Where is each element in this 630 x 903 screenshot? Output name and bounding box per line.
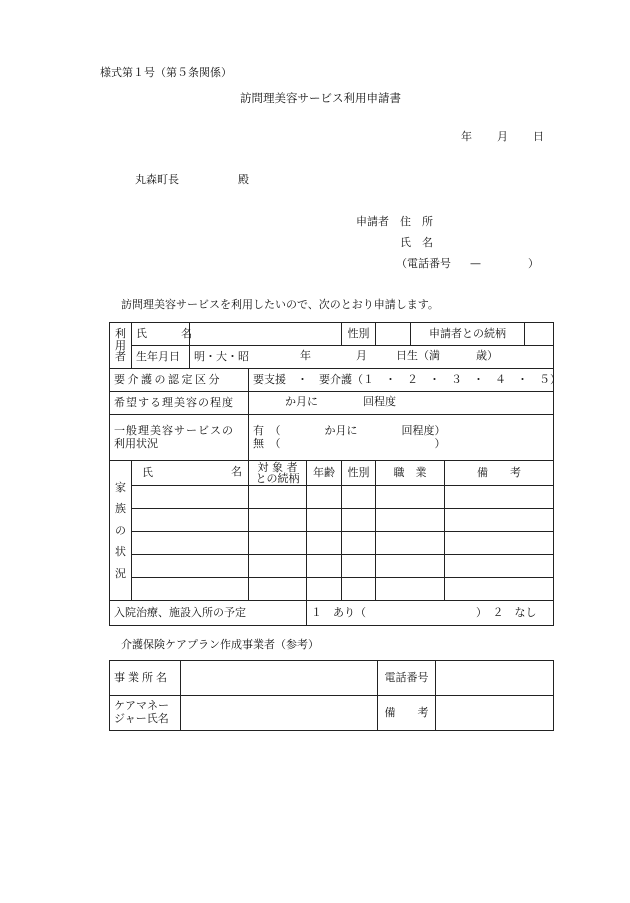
addressee-name: 丸森町長 [135, 173, 179, 186]
family-cell[interactable] [249, 532, 307, 555]
birth-age-close: 歳） [476, 349, 498, 362]
careplan-note-label: 備 考 [378, 696, 436, 731]
family-cell[interactable] [342, 578, 376, 601]
application-table [109, 322, 561, 626]
family-cell[interactable] [376, 509, 445, 532]
family-gender-header: 性別 [342, 461, 376, 486]
family-row [110, 532, 554, 555]
user-label [110, 323, 132, 369]
family-label-char: 族 [115, 502, 126, 516]
date-month: 月 [497, 130, 508, 143]
general-field[interactable] [249, 415, 554, 461]
general-no: 無 （ ） [253, 436, 446, 450]
family-name-header-2: 名 [231, 465, 242, 478]
care-manager-label-1: ケアマネー [114, 699, 169, 713]
family-cell[interactable] [307, 532, 342, 555]
office-phone-field[interactable] [436, 661, 554, 696]
birth-day-age: 日生（満 [396, 349, 440, 362]
hospital-label: 入院治療、施設入所の予定 [110, 601, 307, 626]
family-cell[interactable] [307, 555, 342, 578]
hospital-value[interactable]: １ あり（ ） ２ なし [307, 601, 554, 626]
user-label-text: 利用者 [115, 327, 126, 364]
family-row [110, 578, 554, 601]
applicant-address-label: 住 所 [400, 215, 433, 228]
birth-year: 年 [300, 349, 311, 362]
care-manager-label-2: ジャー氏名 [114, 712, 169, 725]
family-note-header: 備 考 [445, 461, 554, 486]
family-cell[interactable] [307, 486, 342, 509]
form-title: 訪問理美容サービス利用申請書 [240, 91, 401, 105]
family-cell[interactable] [342, 555, 376, 578]
family-cell[interactable] [445, 578, 554, 601]
office-name-label: 事業所名 [110, 661, 181, 696]
date-day: 日 [533, 130, 544, 143]
desired-label: 希望する理美容の程度 [110, 392, 249, 415]
family-cell[interactable] [249, 555, 307, 578]
family-label-char: 状 [115, 545, 126, 559]
family-age-header: 年齢 [307, 461, 342, 486]
family-cell[interactable] [342, 509, 376, 532]
family-cell[interactable] [376, 555, 445, 578]
desired-times: 回程度 [363, 395, 396, 408]
desired-field[interactable] [249, 392, 554, 415]
birth-month: 月 [356, 349, 367, 362]
family-label-char: の [115, 523, 126, 537]
family-row [110, 486, 554, 509]
family-name-header [132, 461, 249, 486]
careplan-title: 介護保険ケアプラン作成事業者（参考） [121, 638, 319, 651]
general-yes: 有 （ か月に 回程度） [253, 423, 446, 437]
family-cell[interactable] [249, 486, 307, 509]
family-cell[interactable] [445, 555, 554, 578]
applicant-phone-label: （電話番号 [396, 257, 451, 270]
careplan-table [109, 660, 554, 731]
family-job-header: 職 業 [376, 461, 445, 486]
careplan-note-field[interactable] [436, 696, 554, 731]
family-row [110, 509, 554, 532]
family-label-char: 家 [115, 480, 126, 494]
family-cell[interactable] [132, 555, 249, 578]
family-cell[interactable] [445, 509, 554, 532]
office-phone-label: 電話番号 [378, 661, 436, 696]
family-relation-header-2: との続柄 [255, 472, 300, 485]
name-label: 氏 名 [132, 323, 190, 346]
family-cell[interactable] [307, 578, 342, 601]
family-cell[interactable] [376, 578, 445, 601]
applicant-phone-dash: — [470, 257, 481, 270]
office-name-field[interactable] [181, 661, 378, 696]
applicant-phone-close: ） [528, 257, 539, 270]
care-level-value[interactable]: 要支援 ・ 要介護（１ ・ ２ ・ ３ ・ ４ ・ ５） [249, 369, 554, 392]
addressee-honorific: 殿 [238, 173, 249, 186]
family-cell[interactable] [132, 486, 249, 509]
care-manager-label [110, 696, 181, 731]
general-label [110, 415, 249, 461]
family-cell[interactable] [376, 532, 445, 555]
family-name-header-1: 氏 [142, 465, 153, 479]
family-cell[interactable] [342, 486, 376, 509]
family-cell[interactable] [445, 486, 554, 509]
family-cell[interactable] [342, 532, 376, 555]
family-cell[interactable] [376, 486, 445, 509]
name-field[interactable] [190, 323, 342, 346]
general-label-line1: 一般理美容サービスの [114, 423, 234, 437]
general-label-line2: 利用状況 [114, 436, 158, 450]
relation-field[interactable] [525, 323, 554, 346]
family-label [110, 461, 132, 601]
family-relation-header-1: 対 象 者 [257, 461, 298, 474]
family-cell[interactable] [307, 509, 342, 532]
applicant-name-label: 氏 名 [400, 236, 433, 249]
date-year: 年 [461, 130, 472, 143]
family-cell[interactable] [132, 509, 249, 532]
family-relation-header [249, 461, 307, 486]
care-level-label: 要介護の認定区分 [110, 369, 249, 392]
relation-label: 申請者との続柄 [411, 323, 525, 346]
desired-months: か月に [285, 395, 318, 408]
family-cell[interactable] [249, 509, 307, 532]
family-row [110, 555, 554, 578]
family-cell[interactable] [249, 578, 307, 601]
intro-text: 訪問理美容サービスを利用したいので、次のとおり申請します。 [121, 298, 439, 311]
family-label-char: 況 [115, 566, 126, 580]
form-number: 様式第１号（第５条関係） [100, 66, 232, 79]
gender-field[interactable] [376, 323, 411, 346]
birth-label: 生年月日 [132, 346, 190, 369]
birth-field[interactable] [190, 346, 554, 369]
family-cell[interactable] [132, 532, 249, 555]
care-manager-field[interactable] [181, 696, 378, 731]
family-cell[interactable] [445, 532, 554, 555]
family-cell[interactable] [132, 578, 249, 601]
birth-era: 明・大・昭 [194, 349, 249, 363]
applicant-label: 申請者 [356, 215, 389, 228]
gender-label: 性別 [342, 323, 376, 346]
